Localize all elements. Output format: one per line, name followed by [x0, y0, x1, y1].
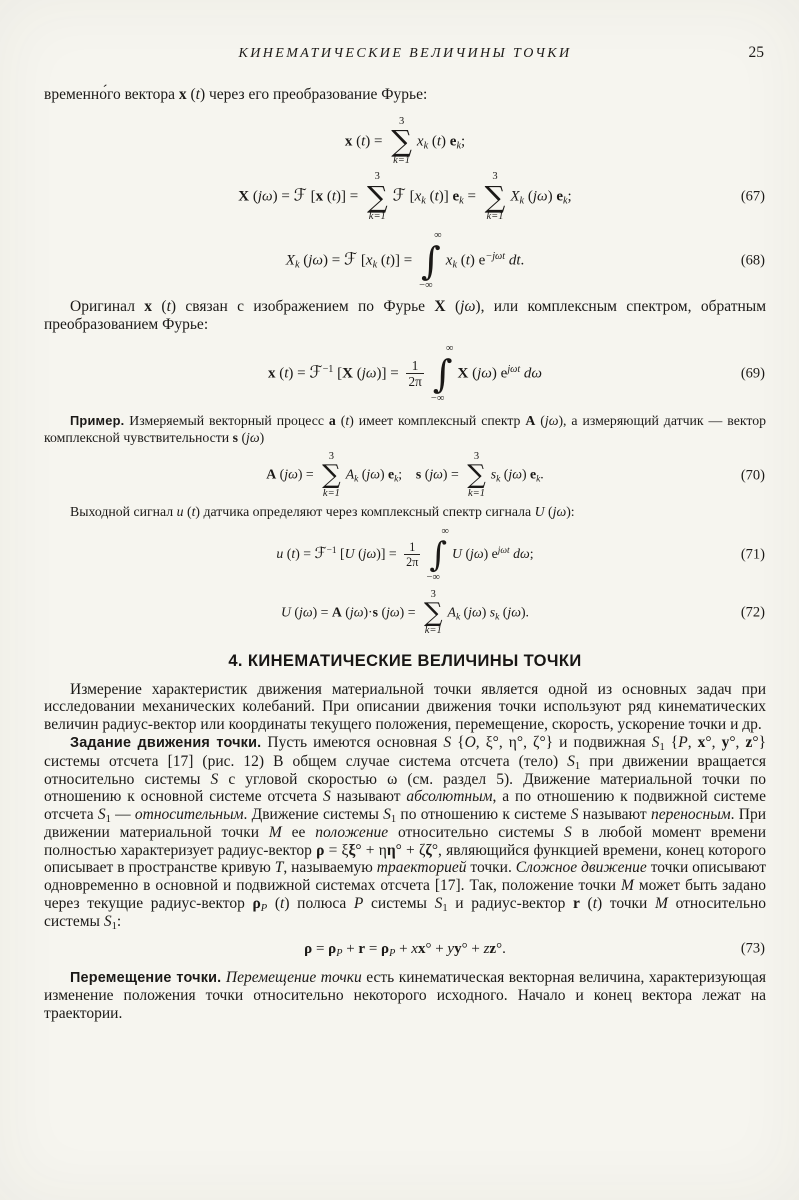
formula: $X_k$ (jω) = ℱ [$x_k$ (t)] = ∞ ∫ −∞ $x_k$ (t) $e^{-j\omega t}$ dt.	[285, 230, 525, 292]
equation-number: (72)	[740, 604, 765, 621]
equation-70	[44, 451, 766, 500]
equation-number: (73)	[740, 940, 765, 957]
intro-line: временно́го вектора x (t) через его преобразование Фурье:	[44, 86, 428, 103]
equation-69	[44, 343, 766, 405]
section-heading: 4. КИНЕМАТИЧЕСКИЕ ВЕЛИЧИНЫ ТОЧКИ	[228, 651, 582, 670]
equation-72	[44, 589, 766, 638]
output-signal-line: Выходной сигнал u (t) датчика определяют через комплексный спектр сигнала U (jω):	[70, 503, 575, 519]
equation-71	[44, 526, 766, 584]
equation-number: (68)	[740, 252, 765, 269]
page-number: 25	[748, 44, 764, 61]
formula: X (jω) = ℱ [x (t)] = 3 ∑ k=1 ℱ [$x_k$ (t)] $e_k$ = 3 ∑ k=1 $X_k$ (jω) $e_k$;	[238, 171, 572, 223]
equation-67	[44, 171, 766, 223]
example-paragraph: Пример. Измеряемый векторный процесс a (t) имеет комплексный спектр A (jω), а измеряющий датчик — вектор комплексной чувствительности s (jω)	[44, 412, 766, 445]
formula: x (t) = 3 ∑ k=1 $x_k$ (t) $e_k$;	[344, 115, 466, 167]
equation-68	[44, 230, 766, 292]
equation-73	[44, 940, 766, 958]
paragraph-motion-definition: Задание движения точки. Пусть имеются основная S {O, ξ°, η°, ζ°} и подвижная $S_1$ {P, x°, y°, z°} системы отсчета [17] (рис. 12) В общем случае система отсчета (тело) $S_1$ при движении вращается относительно системы S с угловой скоростью ω (см. раздел 5). Движение материальной точки по отношению к основной системе отсчета S называют абсолютным, а по отношению к подвижной системе отсчета $S_1$ — относительным. Движение системы $S_1$ по отношению к системе S называют переносным. При движении материальной точки M ее положение относительно системы S в любой момент времени полностью характеризует радиус-вектор ρ = ξξ° + ηη° + ζζ°, являющийся функцией времени, конец которого описывает в пространстве кривую T, называемую траекторией точки. Сложное движение точки описывают одновременно в основной и подвижной системах отсчета [17]. Так, положение точки M может быть задано через текущие радиус-вектор $\rho_P$ (t) полюса P системы $S_1$ и радиус-вектор r (t) точки M относительно системы $S_1$:	[44, 733, 767, 933]
equation-number: (71)	[740, 546, 765, 563]
equation-number: (69)	[740, 365, 765, 382]
running-header-title: КИНЕМАТИЧЕСКИЕ ВЕЛИЧИНЫ ТОЧКИ	[238, 46, 572, 61]
formula: U (jω) = A (jω)·s (jω) = 3 ∑ k=1 $A_k$ (jω) $s_k$ (jω).	[280, 588, 529, 637]
equation-x-expansion	[44, 116, 766, 168]
running-header	[44, 46, 766, 62]
formula: u (t) = ℱ$^{-1}$ [U (jω)] = $\frac{1}{2\pi}$ ∞ ∫ −∞ U (jω) $e^{j\omega t}$ dω;	[276, 525, 534, 583]
paragraph-measurement: Измерение характеристик движения материальной точки является одной из основных задач при исследовании механических колебаний. При описании движения точки используют ряд кинематических величин радиус-вектор или координаты текущего положения, перемещение, скорость, ускорение точки и др.	[44, 680, 766, 734]
formula: $\rho = \rho_P + r = \rho_P + xx^\circ + yy^\circ + zz^\circ$.	[304, 940, 506, 959]
formula: x (t) = ℱ$^{-1}$ [X (jω)] = $\frac{1}{2\pi}$ ∞ ∫ −∞ X (jω) $e^{j\omega t}$ dω	[267, 342, 543, 404]
paragraph-original: Оригинал x (t) связан с изображением по Фурье X (jω), или комплексным спектром, обратным преобразованием Фурье:	[44, 298, 766, 334]
equation-number: (70)	[740, 467, 765, 484]
equation-number: (67)	[740, 188, 765, 205]
formula: A (jω) = 3 ∑ k=1 $A_k$ (jω) $e_k$; s (jω) = 3 ∑ k=1 $s_k$ (jω) $e_k$.	[266, 451, 544, 499]
paragraph-displacement: Перемещение точки. Перемещение точки есть кинематическая векторная величина, характеризующая изменение положения точки относительно некоторого исходного. Начало и конец вектора лежат на траектории.	[44, 968, 766, 1023]
